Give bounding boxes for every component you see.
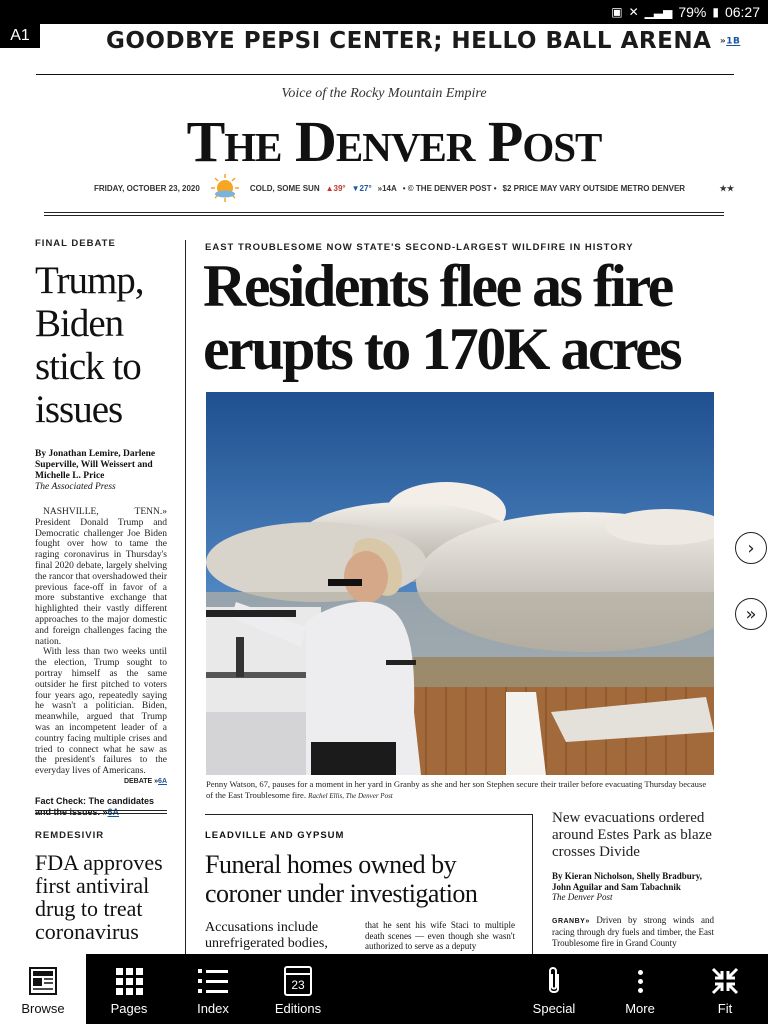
next-page-button[interactable] [735,532,767,564]
fact-check-ref[interactable]: Fact Check: The candidates and the issues. »6A [35,795,155,817]
tab-more[interactable] [597,954,683,1024]
photo-caption: Penny Watson, 67, pauses for a moment in her yard in Granby as she and her son Stephen secure their trailer before evacuating Thursday because of the East Troublesome fire. Rachel Ellis, The Denver Post [206,779,707,800]
issue-date: FRIDAY, OCTOBER 23, 2020 [94,183,200,193]
tab-browse[interactable] [0,954,86,1024]
story-kicker: FINAL DEBATE [35,238,116,249]
weather-low: ▼27° [351,183,372,193]
left-story[interactable] [35,238,167,818]
newspaper-icon [28,966,58,996]
weather-high: ▲39° [325,183,346,193]
weather-text: COLD, SOME SUN [249,183,320,193]
story-headline[interactable]: Funeral homes owned by coroner under investigation [205,850,478,908]
column-divider [532,814,533,956]
mute-icon: ✕ [628,5,639,19]
teaser-headline[interactable] [106,28,740,54]
right-story[interactable] [552,810,714,948]
grid-icon [116,966,143,996]
tab-special[interactable] [511,954,597,1024]
tab-label: Fit [717,1001,733,1016]
status-bar [0,0,768,24]
dateline [94,178,734,198]
more-vertical-icon [638,966,643,996]
chevron-right-icon: › [747,537,755,559]
story-jump[interactable]: DEBATE »6A [123,777,167,785]
page-label: A1 [0,24,40,48]
story-body: NASHVILLE, TENN.» President Donald Trump and Democratic challenger Joe Biden fought over how to tame the raging coronavirus in Thursday's final 2020 debate, largely shelving the rancor that overshadowed their previous face-off in favor of a more substantive exchange that highlighted their vastly different approaches to the major domestic and foreign challenges facing the nation. With less than two weeks until the election, Trump sought to portray himself as the same outsider he first pitched to voters four years ago, repeatedly saying he wasn't a politician. Biden, meanwhile, argued that Trump was an incompetent leader of a country facing multiple crises and tried to connect what he saw as the president's failures to the everyday lives of Americans. DEBATE »6A [35,507,167,788]
tab-label: Pages [110,1001,148,1016]
divider [36,74,734,75]
tab-label: Editions [274,1001,322,1016]
divider [205,814,532,815]
battery-level: 79% [678,4,707,20]
main-story-kicker: EAST TROUBLESOME NOW STATE'S SECOND-LARGEST WILDFIRE IN HISTORY [205,242,634,253]
teaser-text: GOODBYE PEPSI CENTER; HELLO BALL ARENA [106,28,712,54]
story-headline: New evacuations ordered around Estes Park as blaze crosses Divide [552,810,712,860]
edition-stars: ★★ [719,183,734,193]
story-body: GRANBY» Driven by strong winds and racing through dry fuels and timber, the East Troublesome fire in Grand County [552,914,714,948]
story-body: that he sent his wife Staci to multiple death scenes — even though she wasn't authorized to serve as a deputy [365,920,515,951]
tab-fit[interactable] [682,954,768,1024]
notification-icon: ▣ [611,5,623,19]
masthead-title: The Denver Post [186,109,602,174]
masthead-tagline: Voice of the Rocky Mountain Empire [281,86,487,101]
double-chevron-right-icon: » [745,603,757,625]
teaser-page-ref[interactable]: »1B [719,36,741,47]
clock: 06:27 [724,4,760,20]
list-icon [198,966,228,996]
bottom-toolbar [0,954,768,1024]
divider [35,810,167,814]
story-byline: By Jonathan Lemire, Darlene Superville, Will Weissert and Michelle L. Price The Associated Press [35,449,156,492]
tab-index[interactable] [170,954,256,1024]
story-deck: Accusations include unrefrigerated bodies, [205,920,328,951]
tab-pages[interactable] [86,954,172,1024]
price: $2 PRICE MAY VARY OUTSIDE METRO DENVER [502,183,686,193]
masthead-divider [44,212,724,216]
last-page-button[interactable] [735,598,767,630]
column-divider [185,240,186,956]
tab-label: Special [532,1001,576,1016]
copyright: • © THE DENVER POST • [402,183,497,193]
calendar-day: 23 [284,966,312,996]
signal-icon: ▁▃▅ [644,5,673,19]
story-headline: Trump, Biden stick to issues [35,259,144,431]
story-kicker: LEADVILLE AND GYPSUM [205,830,345,841]
tab-label: Index [197,1001,229,1016]
paperclip-icon [544,966,564,996]
main-story-headline[interactable]: Residents flee as fire erupts to 170K acres [203,253,681,382]
left-story-2[interactable] [35,830,175,943]
tab-label: More [625,1001,655,1016]
fit-arrows-icon [710,966,740,996]
tab-label: Browse [21,1001,65,1016]
story-headline: FDA approves first antiviral drug to treat coronavirus [35,850,163,944]
story-kicker: REMDESIVIR [35,830,105,841]
main-story-photo[interactable] [206,392,714,775]
calendar-icon [284,966,312,996]
tab-editions[interactable] [255,954,341,1024]
story-byline: By Kieran Nicholson, Shelly Bradbury, John Aguilar and Sam Tabachnik The Denver Post [552,871,703,902]
weather-page-ref: »14A [377,183,397,193]
battery-icon: ▮ [712,5,719,19]
photo-credit: Rachel Ellis, The Denver Post [308,792,393,800]
weather-sun-icon [210,173,240,203]
